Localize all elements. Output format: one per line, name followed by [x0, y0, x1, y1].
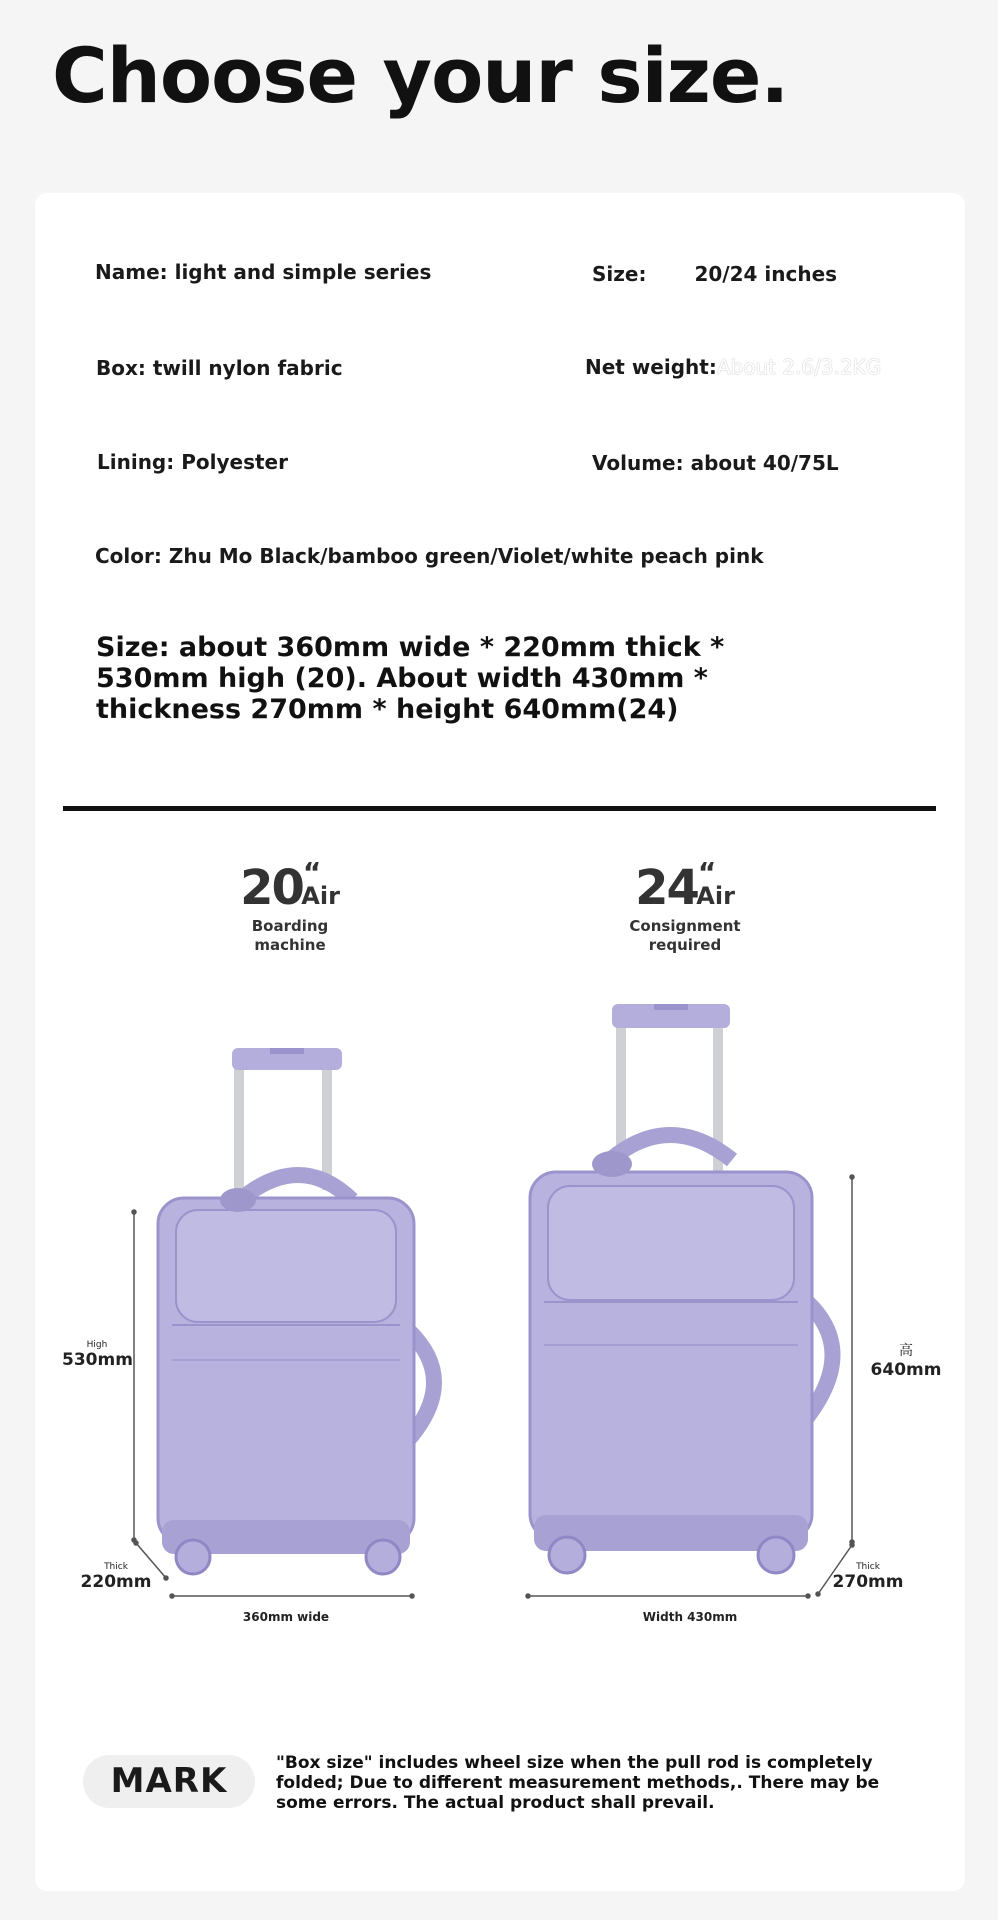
model-20-sub1: Boarding [251, 917, 329, 935]
dim-24-thick-label: Thick [856, 1562, 880, 1572]
spec-box: Box: twill nylon fabric [96, 356, 343, 380]
model-24-air: Air [696, 882, 735, 910]
spec-net-weight-value: About 2.6/3.2KG [716, 355, 882, 379]
suitcase-20-icon [158, 1048, 434, 1574]
dim-20-width: 360mm wide [242, 1610, 330, 1624]
suitcase-24-icon [530, 1004, 833, 1573]
model-20-quote: “ [302, 856, 322, 889]
dim-24-high-label: 高 [899, 1343, 913, 1359]
spec-net-weight-label: Net weight: [585, 355, 717, 379]
model-20-inch: 20 [240, 860, 303, 916]
mark-note: "Box size" includes wheel size when the pull rod is completely folded; Due to different measurement methods,. There may be some errors. The actual product shall prevail. [276, 1753, 880, 1813]
model-24-quote: “ [697, 856, 717, 889]
model-24-inch: 24 [635, 860, 698, 916]
dim-20-high-value: 530mm [62, 1350, 133, 1370]
size-description: Size: about 360mm wide * 220mm thick * 530mm high (20). About width 430mm * thickness 270mm * height 640mm(24) [96, 632, 725, 725]
dim-24-thick-value: 270mm [832, 1572, 904, 1592]
dim-20-thick-value: 220mm [80, 1572, 152, 1592]
dim-20-thick-label: Thick [104, 1562, 128, 1572]
spec-volume: Volume: about 40/75L [592, 451, 839, 475]
spec-name: Name: light and simple series [95, 260, 432, 284]
dim-20-high [62, 1340, 132, 1370]
model-20-sub2: machine [254, 936, 326, 954]
dim-20-high-label: High [86, 1340, 108, 1350]
spec-size-value: 20/24 inches [694, 262, 838, 286]
spec-lining: Lining: Polyester [97, 450, 288, 474]
dim-24-high [868, 1340, 944, 1380]
spec-size-label: Size: [592, 262, 647, 286]
dim-24-thick [828, 1562, 908, 1592]
dim-20-thick [78, 1562, 154, 1592]
model-24-sub1: Consignment [629, 917, 741, 935]
page-title: Choose your size. [52, 31, 789, 120]
model-20-air: Air [301, 882, 340, 910]
spec-color: Color: Zhu Mo Black/bamboo green/Violet/white peach pink [95, 544, 764, 568]
mark-badge: MARK [83, 1755, 255, 1808]
dim-24-high-value: 640mm [870, 1360, 942, 1380]
model-24-sub2: required [648, 936, 722, 954]
dim-24-width: Width 430mm [642, 1610, 738, 1624]
